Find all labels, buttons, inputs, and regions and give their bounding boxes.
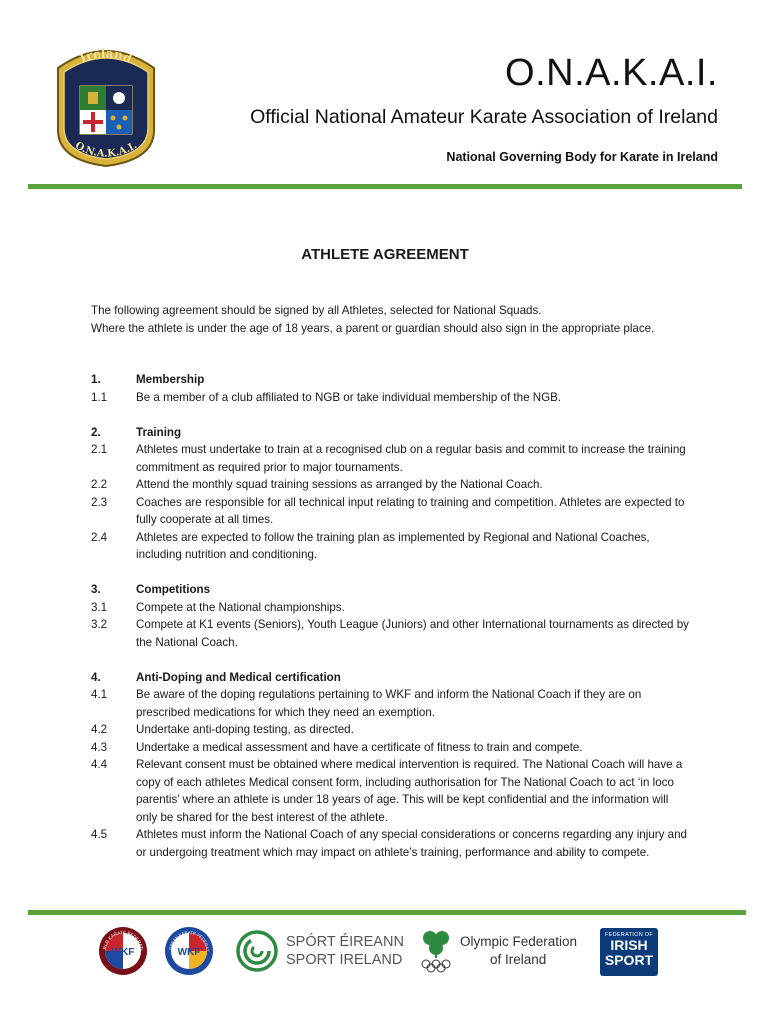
footer-divider: [28, 910, 746, 915]
clause-text: Athletes must undertake to train at a recognised club on a regular basis and commit to increase the training commitment as required prior to major tournaments.: [136, 443, 686, 474]
svg-text:EUROPEAN KARATE FEDERATION: OPEAN KARATE FEDERAT: [167, 929, 211, 952]
clause-text: Compete at the National championships.: [136, 600, 345, 614]
clause: [91, 739, 691, 757]
svg-text:WKF: WKF: [111, 947, 135, 958]
section-number: 2.: [91, 425, 101, 439]
clause-number: 4.3: [91, 740, 108, 754]
section-heading: Anti-Doping and Medical certification: [136, 670, 341, 684]
section-heading: Competitions: [136, 583, 211, 596]
clause-number: 3.1: [91, 600, 108, 614]
intro-paragraph: [91, 302, 691, 337]
intro-line: The following agreement should be signed by all Athletes, selected for National Squads.: [91, 304, 542, 317]
clause-number: 2.3: [91, 495, 108, 509]
clause-text: Athletes must inform the National Coach of any special considerations or concerns regarding any injury and or undergoing treatment which may impact on athlete’s training, performance and ability to compete.: [136, 828, 687, 859]
clause-number: 4.4: [91, 758, 108, 771]
clause: [91, 599, 691, 617]
onakai-crest-logo: [50, 38, 162, 168]
clause-number: 4.1: [91, 688, 108, 701]
clause-text: Attend the monthly squad training sessions as arranged by the National Coach.: [136, 478, 543, 491]
fis-line-2: IRISH: [610, 937, 648, 953]
clause: [91, 826, 691, 861]
clause: [91, 529, 691, 564]
intro-line: Where the athlete is under the age of 18 years, a parent or guardian should also sign in the appropriate place.: [91, 321, 655, 335]
clause-number: 2.1: [91, 443, 108, 456]
fis-line-3: SPORT: [604, 952, 654, 968]
clause-text: Undertake a medical assessment and have a certificate of fitness to train and compete.: [136, 740, 583, 754]
sport-ireland-swirl-icon: [236, 928, 278, 974]
svg-text:O.N.A.K.A.I.: O.N.A.K.A.I.: [72, 140, 140, 160]
clause-number: 4.2: [91, 723, 108, 736]
section-heading: Training: [136, 425, 182, 439]
clause-text: Undertake anti-doping testing, as directed.: [136, 723, 354, 736]
clause: [91, 476, 691, 494]
olympic-shamrock-icon: [418, 928, 454, 974]
clause: [91, 616, 691, 651]
clause-text: Be aware of the doping regulations pertaining to WKF and inform the National Coach if they are on prescribed medications for which they need an exemption.: [136, 688, 642, 719]
svg-text:WKF: WKF: [177, 947, 201, 958]
fis-line-1: FEDERATION OF: [604, 932, 654, 938]
olympic-federation-name: Olympic Federation: [460, 934, 578, 949]
svg-text:Ireland: Ireland: [77, 46, 135, 66]
section-anti-doping: [91, 669, 691, 862]
clause-text: Athletes are expected to follow the training plan as implemented by Regional and National Coaches, including nutrition and conditioning.: [136, 530, 650, 561]
org-acronym: O.N.A.K.A.I.: [505, 52, 718, 94]
sport-ireland-name-irish: SPÓRT ÉIREANN: [286, 934, 404, 950]
org-full-name: Official National Amateur Karate Association of Ireland: [250, 106, 718, 128]
clause: [91, 756, 691, 826]
section-competitions: [91, 581, 691, 651]
clause-number: 2.2: [91, 478, 108, 491]
clause-text: Coaches are responsible for all technical input relating to training and competition. Athletes are expected to fully cooperate at all times.: [136, 495, 685, 526]
agreement-sections: [91, 371, 691, 879]
clause-number: 1.1: [91, 390, 108, 404]
header-divider: [28, 184, 742, 189]
federation-irish-sport-logo: [600, 928, 658, 976]
section-heading: Membership: [136, 373, 205, 386]
section-membership: [91, 371, 691, 406]
clause-number: 3.2: [91, 618, 108, 631]
clause: [91, 389, 691, 407]
clause-text: Relevant consent must be obtained where medical intervention is required. The National Coach will have a copy of each athletes Medical consent form, including authorisation for The National Coach to act ‘in loco parentis’ where an athlete is under 18 years of age. This will be kept confidential and the information will only be shared for the best interest of the athlete.: [136, 758, 683, 824]
ekf-logo: [164, 926, 214, 976]
olympic-federation-name-2: of Ireland: [490, 952, 547, 967]
document-title: ATHLETE AGREEMENT: [301, 246, 469, 263]
clause: [91, 494, 691, 529]
svg-text:WORLD KARATE FEDERATION: RLD KARATE FEDERATI: [102, 929, 145, 951]
clause-text: Be a member of a club affiliated to NGB or take individual membership of the NGB.: [136, 390, 562, 404]
wkf-logo: [98, 926, 148, 976]
section-training: [91, 424, 691, 564]
clause: [91, 441, 691, 476]
clause-text: Compete at K1 events (Seniors), Youth League (Juniors) and other International tournaments as directed by the National Coach.: [136, 618, 689, 649]
section-number: 4.: [91, 670, 101, 684]
clause-number: 2.4: [91, 530, 108, 544]
sport-ireland-name-english: SPORT IRELAND: [286, 952, 403, 968]
org-subtitle: National Governing Body for Karate in Ireland: [446, 150, 718, 164]
section-number: 3.: [91, 583, 101, 596]
clause-number: 4.5: [91, 828, 108, 841]
clause: [91, 721, 691, 739]
clause: [91, 686, 691, 721]
section-number: 1.: [91, 373, 101, 386]
